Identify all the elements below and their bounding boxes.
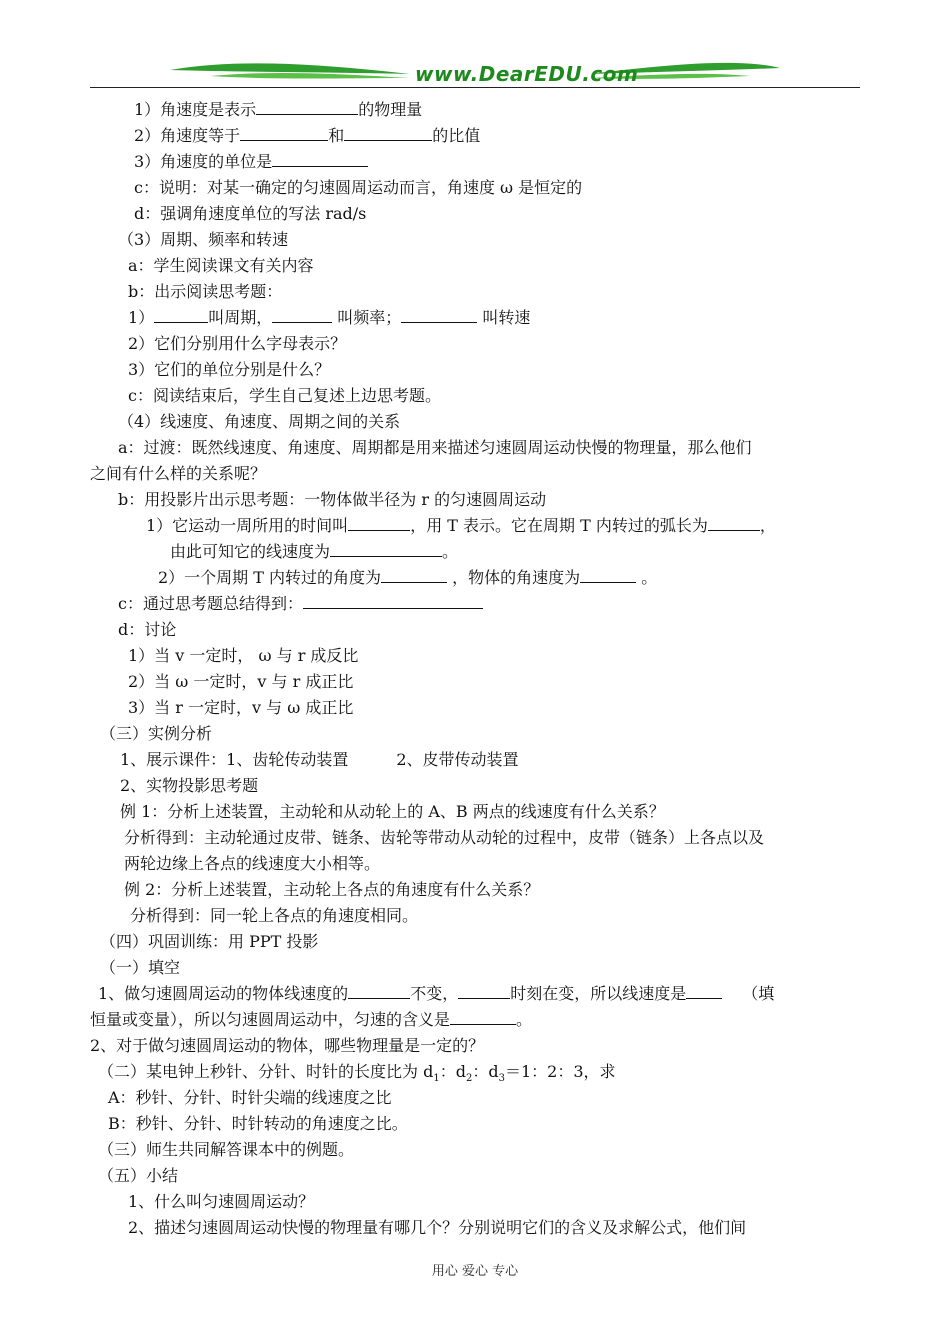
text-line: 1）当 v 一定时， ω 与 r 成反比: [128, 646, 359, 665]
section-heading: （三）实例分析: [100, 724, 213, 743]
section-heading: （四）巩固训练：用 PPT 投影: [100, 932, 319, 951]
text-line: 3）它们的单位分别是什么？: [128, 360, 331, 379]
text-line: 2、实物投影思考题: [120, 776, 259, 795]
text-line: 1、做匀速圆周运动的物体线速度的 不变， 时刻在变，所以线速度是 （填: [98, 984, 775, 1003]
text-line: b：出示阅读思考题：: [128, 282, 283, 301]
text-line: 1） 叫周期， 叫频率； 叫转速: [128, 308, 531, 327]
text-line: 2、对于做匀速圆周运动的物体，哪些物理量是一定的？: [90, 1036, 485, 1055]
text-line: 之间有什么样的关系呢？: [90, 464, 267, 483]
text-line: 分析得到：主动轮通过皮带、链条、齿轮等带动从动轮的过程中，皮带（链条）上各点以及: [124, 828, 765, 847]
text-line: 1）它运动一周所用的时间叫 ，用 T 表示。它在周期 T 内转过的弧长为 ，: [146, 516, 776, 535]
page-footer: 用心 爱心 专心: [431, 1264, 519, 1279]
site-logo-text: www.DearEDU.com: [415, 62, 639, 86]
text-line: 1、展示课件：1、齿轮传动装置 2、皮带传动装置: [120, 750, 519, 769]
text-line: 3）角速度的单位是: [90, 149, 862, 175]
section-heading: （一）填空: [100, 958, 181, 977]
text-line: 1）角速度是表示 的物理量: [134, 100, 423, 119]
text-line: （二）某电钟上秒针、分针、时针的长度比为 $d_1$：$d_2$：$d_3=1$：2：3，求: [98, 1062, 616, 1085]
header-rule: [90, 87, 860, 88]
text-line: 两轮边缘上各点的线速度大小相等。: [124, 854, 381, 873]
text-line: d：讨论: [118, 620, 177, 639]
text-line: 2）它们分别用什么字母表示？: [128, 334, 347, 353]
text-line: c：阅读结束后，学生自己复述上边思考题。: [128, 386, 441, 405]
text-line: 2）角速度等于 和 的比值: [134, 126, 481, 145]
text-line: 例 1：分析上述装置，主动轮和从动轮上的 A、B 两点的线速度有什么关系？: [120, 802, 665, 821]
text-line: 1、什么叫匀速圆周运动？: [128, 1192, 315, 1211]
text-line: 分析得到：同一轮上各点的角速度相同。: [130, 906, 419, 925]
section-heading: （4）线速度、角速度、周期之间的关系: [118, 412, 401, 431]
text-line: 例 2：分析上述装置，主动轮上各点的角速度有什么关系？: [124, 880, 540, 899]
section-heading: （五）小结: [98, 1166, 179, 1185]
text-line: 2、描述匀速圆周运动快慢的物理量有哪几个？分别说明它们的含义及求解公式，他们间: [128, 1218, 747, 1237]
text-line: 2）一个周期 T 内转过的角度为 ，物体的角速度为 。: [158, 568, 658, 587]
text-line: A：秒针、分针、时针尖端的线速度之比: [108, 1088, 392, 1107]
header-logo-banner: [90, 58, 860, 90]
text-line: b：用投影片出示思考题：一物体做半径为 r 的匀速圆周运动: [118, 490, 547, 509]
document-body: [90, 97, 862, 1241]
section-heading: （3）周期、频率和转速: [118, 230, 289, 249]
text-line: 恒量或变量），所以匀速圆周运动中，匀速的含义是 。: [90, 1010, 533, 1029]
text-line: 由此可知它的线速度为 。: [170, 542, 459, 561]
text-line: 2）当 ω 一定时，v 与 r 成正比: [128, 672, 354, 691]
text-line: a：学生阅读课文有关内容: [128, 256, 314, 275]
text-line: B：秒针、分针、时针转动的角速度之比。: [108, 1114, 408, 1133]
text-line: （三）师生共同解答课本中的例题。: [98, 1140, 355, 1159]
text-line: c：说明：对某一确定的匀速圆周运动而言，角速度 ω 是恒定的: [134, 178, 583, 197]
text-line: 3）当 r 一定时，v 与 ω 成正比: [128, 698, 354, 717]
text-line: d：强调角速度单位的写法 rad/s: [134, 204, 367, 223]
text-line: a：过渡：既然线速度、角速度、周期都是用来描述匀速圆周运动快慢的物理量，那么他们: [118, 438, 752, 457]
text-line: c：通过思考题总结得到：: [90, 591, 862, 617]
